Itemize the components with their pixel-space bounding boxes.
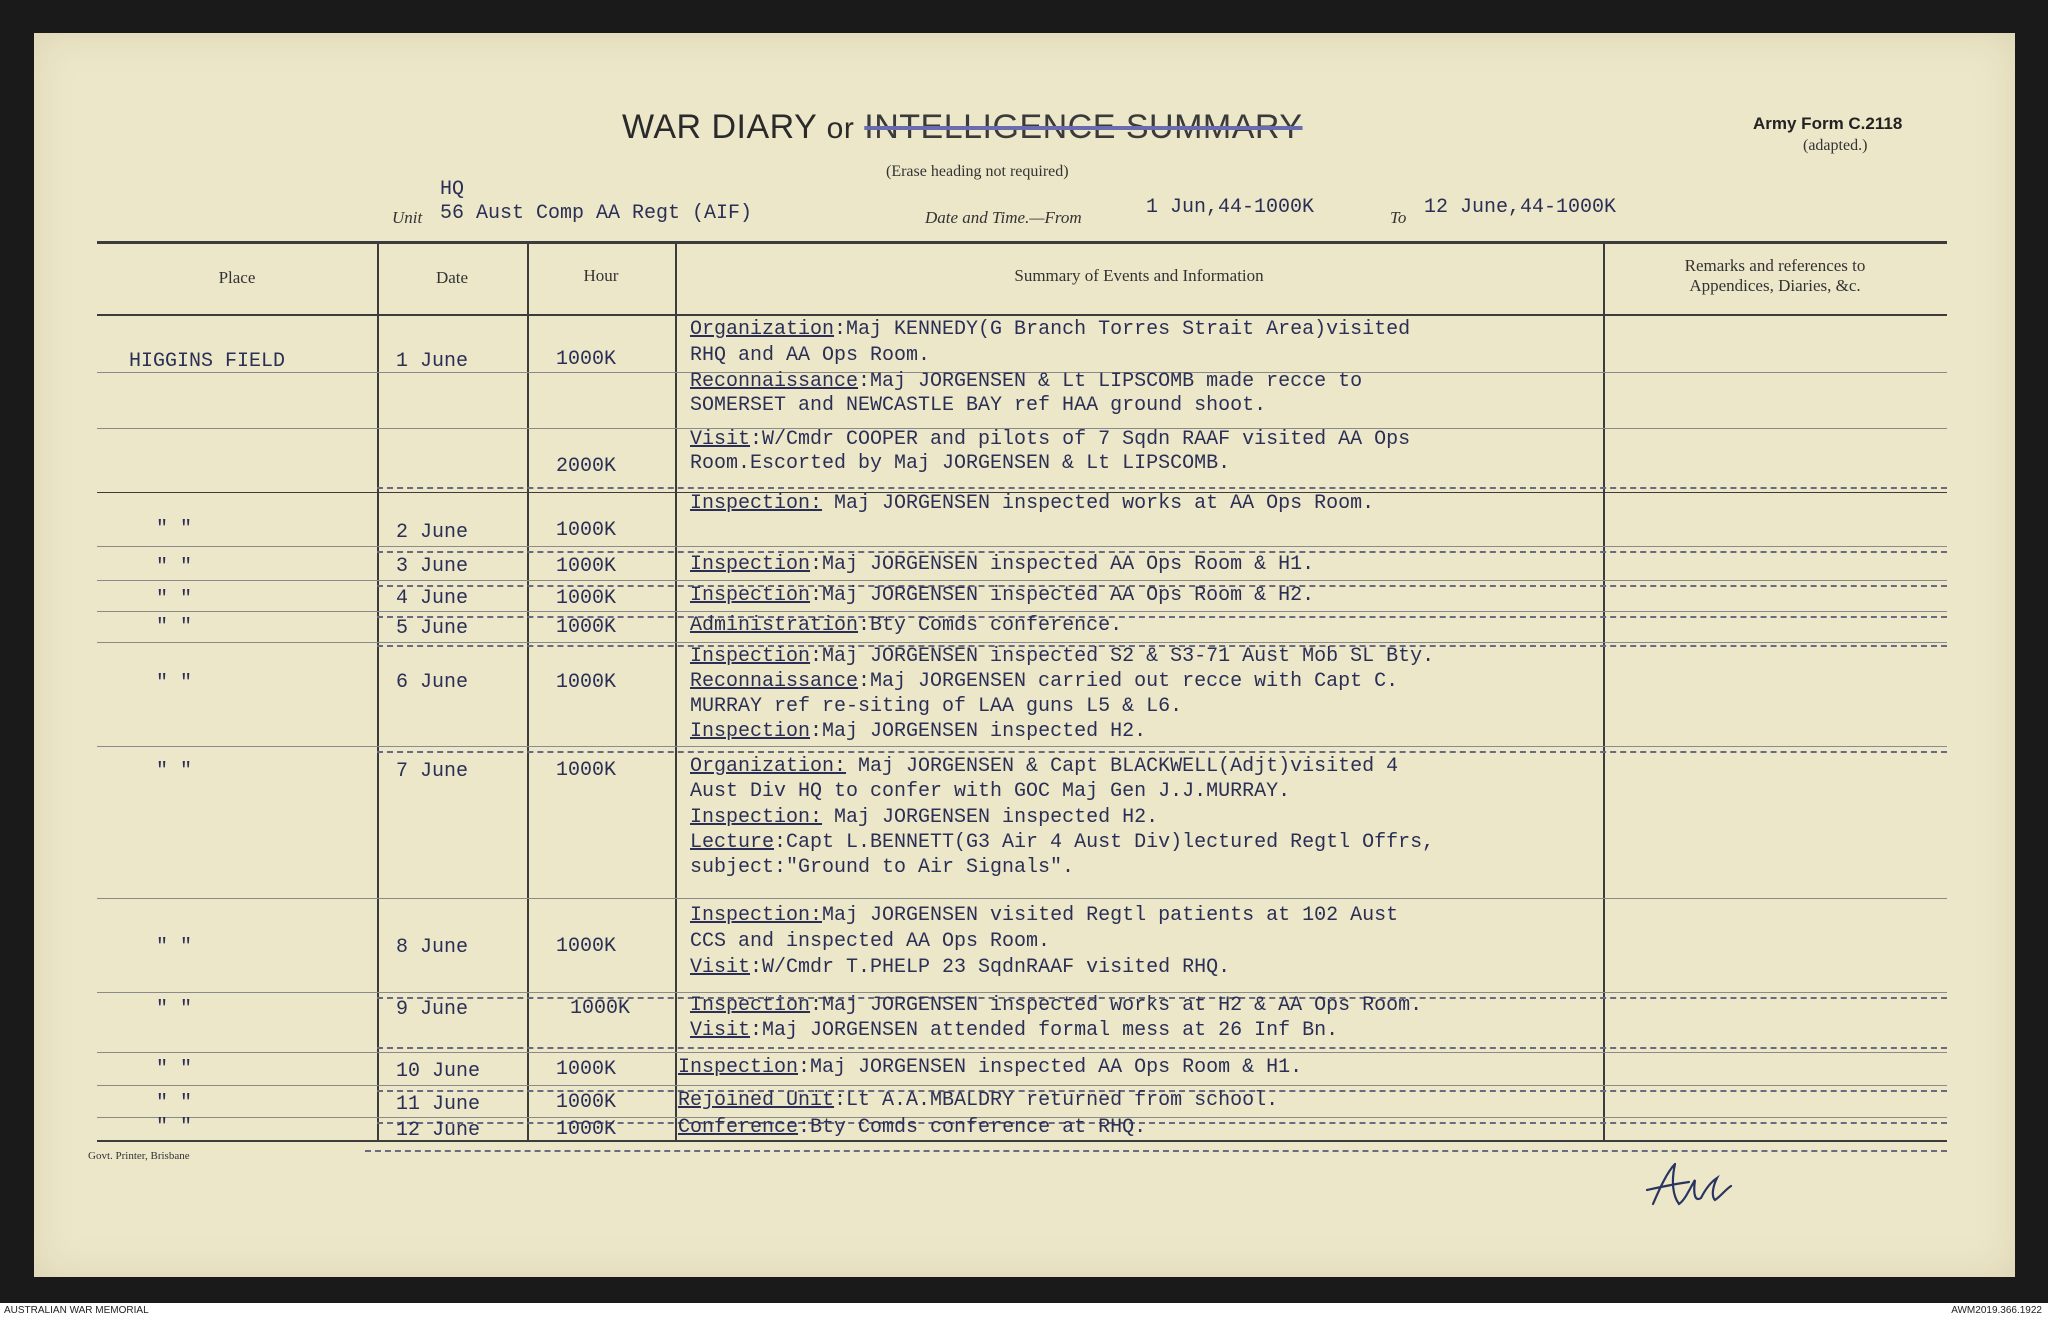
- summary-line: RHQ and AA Ops Room.: [690, 344, 931, 367]
- date-cell: 9 June: [396, 998, 469, 1021]
- row-rule: [365, 1150, 1947, 1152]
- date-cell: 10 June: [396, 1060, 481, 1083]
- summary-line: SOMERSET and NEWCASTLE BAY ref HAA ground shoot.: [690, 394, 1267, 417]
- col-header-place: Place: [218, 268, 256, 287]
- form-number: Army Form C.2118: [1753, 114, 1903, 133]
- title-or: or: [826, 112, 855, 145]
- date-cell: 3 June: [396, 555, 469, 578]
- hour-cell: 1000K: [556, 348, 617, 371]
- entry-type: Inspection: [690, 584, 811, 607]
- col-divider-date: [527, 241, 529, 1141]
- entry-type: Inspection: [690, 645, 811, 668]
- hour-cell: 1000K: [556, 759, 617, 782]
- place-ditto: " ": [156, 998, 193, 1021]
- entry-type: Visit: [690, 1019, 751, 1042]
- summary-line: [690, 370, 1362, 393]
- col-header-date: Date: [435, 268, 469, 287]
- entry-type: Visit: [690, 956, 751, 979]
- archive-footer: [0, 1303, 2048, 1319]
- entry-type: Visit: [690, 428, 751, 451]
- col-divider-place: [377, 241, 379, 1141]
- unit-hq: HQ: [440, 178, 465, 201]
- entry-type: Conference: [678, 1116, 799, 1139]
- hour-cell: 1000K: [556, 1118, 617, 1141]
- hour-cell: 1000K: [556, 1058, 617, 1081]
- date-to-label: To: [1390, 208, 1407, 227]
- row-rule: [97, 642, 1947, 643]
- row-rule: [97, 746, 1947, 747]
- handwritten-initials-icon: [1645, 1160, 1735, 1210]
- entry-type: Inspection: [690, 553, 811, 576]
- summary-line: [690, 956, 1230, 979]
- date-cell: 1 June: [396, 350, 469, 373]
- entry-text: :Maj JORGENSEN & Lt LIPSCOMB made recce to: [858, 370, 1363, 393]
- datetime-label: Date and Time.—From: [925, 208, 1082, 227]
- place-ditto: " ": [156, 556, 193, 579]
- title-intelligence-summary-struck: INTELLIGENCE SUMMARY: [864, 108, 1303, 146]
- summary-line: [690, 755, 1398, 778]
- row-rule: [97, 580, 1947, 581]
- col-header-hour: Hour: [583, 266, 619, 285]
- col-divider-summary: [1603, 241, 1605, 1141]
- hour-cell: 1000K: [556, 519, 617, 542]
- summary-line: [690, 904, 1398, 927]
- entry-text: :Maj JORGENSEN inspected H2.: [810, 720, 1147, 743]
- entry-type: Inspection:: [690, 806, 823, 829]
- hour-cell: 1000K: [556, 616, 617, 639]
- entry-type: Inspection:: [690, 492, 823, 515]
- entry-type: Organization:: [690, 755, 847, 778]
- place-ditto: " ": [156, 1058, 193, 1081]
- summary-line: [690, 584, 1314, 607]
- entry-type: Administration: [690, 614, 859, 637]
- entry-text: :Maj JORGENSEN inspected S2 & S3-71 Aust Mob SL Bty.: [810, 645, 1435, 668]
- date-cell: 8 June: [396, 936, 469, 959]
- row-rule: [377, 751, 1947, 753]
- summary-line: [690, 670, 1398, 693]
- table-top-rule: [97, 241, 1947, 244]
- erase-note: (Erase heading not required): [886, 163, 1069, 180]
- entry-type: Rejoined Unit: [678, 1089, 835, 1112]
- entry-text: :Maj JORGENSEN inspected works at H2 & AA Ops Room.: [810, 994, 1423, 1017]
- entry-type: Inspection: [690, 994, 811, 1017]
- entry-text: :Maj JORGENSEN inspected AA Ops Room & H2.: [810, 584, 1315, 607]
- summary-line: [690, 553, 1314, 576]
- place-ditto: " ": [156, 518, 193, 541]
- place-ditto: " ": [156, 588, 193, 611]
- archive-credit-left: AUSTRALIAN WAR MEMORIAL: [4, 1305, 149, 1316]
- entry-type: Reconnaissance: [690, 370, 859, 393]
- summary-line: Room.Escorted by Maj JORGENSEN & Lt LIPSCOMB.: [690, 452, 1231, 475]
- place-ditto: " ": [156, 936, 193, 959]
- hour-cell: 1000K: [556, 555, 617, 578]
- summary-line: [690, 831, 1434, 854]
- hour-cell: 1000K: [556, 671, 617, 694]
- remarks-header-line1: Remarks and references to: [1684, 256, 1866, 275]
- date-to: 12 June,44-1000K: [1424, 196, 1617, 219]
- row-rule: [97, 1052, 1947, 1053]
- date-cell: 4 June: [396, 587, 469, 610]
- remarks-header-line2: Appendices, Diaries, &c.: [1689, 276, 1861, 295]
- entry-text: :Capt L.BENNETT(G3 Air 4 Aust Div)lectured Regtl Offrs,: [774, 831, 1435, 854]
- entry-text: :Bty Comds conference.: [858, 614, 1123, 637]
- summary-line: [690, 720, 1146, 743]
- entry-type: Organization: [690, 318, 835, 341]
- summary-line: [690, 645, 1434, 668]
- summary-line: [690, 428, 1410, 451]
- entry-text: :W/Cmdr T.PHELP 23 SqdnRAAF visited RHQ.: [750, 956, 1231, 979]
- date-cell: 2 June: [396, 521, 469, 544]
- unit-label: Unit: [392, 208, 423, 227]
- entry-text: :Maj KENNEDY(G Branch Torres Strait Area)visited: [834, 318, 1411, 341]
- date-cell: 5 June: [396, 617, 469, 640]
- entry-text: Maj JORGENSEN visited Regtl patients at 102 Aust: [822, 904, 1399, 927]
- date-cell: 6 June: [396, 671, 469, 694]
- row-rule: [97, 1085, 1947, 1086]
- place-ditto: " ": [156, 672, 193, 695]
- summary-line: [690, 1019, 1338, 1042]
- page-title: [622, 108, 1303, 147]
- row-rule: [377, 487, 1947, 489]
- entry-type: Inspection: [678, 1056, 799, 1079]
- entry-type: Reconnaissance: [690, 670, 859, 693]
- row-rule: [377, 1047, 1947, 1049]
- col-header-remarks: [1603, 256, 1947, 296]
- summary-line: [690, 492, 1374, 515]
- table-bottom-rule: [97, 1140, 1947, 1142]
- entry-type: Inspection: [690, 720, 811, 743]
- entry-text: :Lt A.A.MBALDRY returned from school.: [834, 1089, 1279, 1112]
- entry-text: :Maj JORGENSEN carried out recce with Capt C.: [858, 670, 1399, 693]
- entry-text: Maj JORGENSEN & Capt BLACKWELL(Adjt)visited 4: [846, 755, 1399, 778]
- entry-text: Maj JORGENSEN inspected H2.: [822, 806, 1159, 829]
- col-divider-hour: [675, 241, 677, 1141]
- entry-text: :Maj JORGENSEN inspected AA Ops Room & H1.: [798, 1056, 1303, 1079]
- entry-text: Maj JORGENSEN inspected works at AA Ops Room.: [822, 492, 1375, 515]
- entry-text: :Bty Comds conference at RHQ.: [798, 1116, 1147, 1139]
- hour-cell: 1000K: [556, 1091, 617, 1114]
- date-cell: 7 June: [396, 760, 469, 783]
- archive-accession-number: AWM2019.366.1922: [1951, 1305, 2042, 1316]
- title-war-diary: WAR DIARY: [622, 108, 817, 146]
- place-ditto: " ": [156, 760, 193, 783]
- printer-imprint: Govt. Printer, Brisbane: [88, 1150, 190, 1162]
- summary-line: [690, 614, 1122, 637]
- hour-cell: 1000K: [570, 997, 631, 1020]
- row-rule: [97, 546, 1947, 547]
- form-adapted: (adapted.): [1803, 137, 1868, 154]
- summary-line: MURRAY ref re-siting of LAA guns L5 & L6.: [690, 695, 1183, 718]
- place-cell: HIGGINS FIELD: [129, 350, 286, 373]
- row-rule: [97, 992, 1947, 993]
- place-ditto: " ": [156, 616, 193, 639]
- date-cell: 11 June: [396, 1093, 481, 1116]
- date-cell: 12 June: [396, 1119, 481, 1142]
- summary-line: [678, 1089, 1278, 1112]
- hour-cell: 1000K: [556, 935, 617, 958]
- summary-line: [690, 806, 1158, 829]
- summary-line: Aust Div HQ to confer with GOC Maj Gen J.J.MURRAY.: [690, 780, 1291, 803]
- entry-type: Inspection:: [690, 904, 823, 927]
- hour-cell: 2000K: [556, 455, 617, 478]
- place-ditto: " ": [156, 1116, 193, 1139]
- summary-line: subject:"Ground to Air Signals".: [690, 856, 1075, 879]
- summary-line: CCS and inspected AA Ops Room.: [690, 930, 1051, 953]
- summary-line: [690, 318, 1410, 341]
- col-header-summary: Summary of Events and Information: [1014, 266, 1264, 285]
- entry-type: Lecture: [690, 831, 775, 854]
- row-rule: [97, 611, 1947, 612]
- header-bottom-rule: [97, 314, 1947, 316]
- unit-value: 56 Aust Comp AA Regt (AIF): [440, 202, 753, 225]
- hour-cell: 1000K: [556, 587, 617, 610]
- entry-text: :W/Cmdr COOPER and pilots of 7 Sqdn RAAF visited AA Ops: [750, 428, 1411, 451]
- summary-line: [678, 1116, 1146, 1139]
- entry-text: :Maj JORGENSEN attended formal mess at 26 Inf Bn.: [750, 1019, 1339, 1042]
- summary-line: [690, 994, 1422, 1017]
- summary-line: [678, 1056, 1302, 1079]
- place-ditto: " ": [156, 1092, 193, 1115]
- date-from: 1 Jun,44-1000K: [1146, 196, 1315, 219]
- row-rule: [97, 898, 1947, 899]
- entry-text: :Maj JORGENSEN inspected AA Ops Room & H1.: [810, 553, 1315, 576]
